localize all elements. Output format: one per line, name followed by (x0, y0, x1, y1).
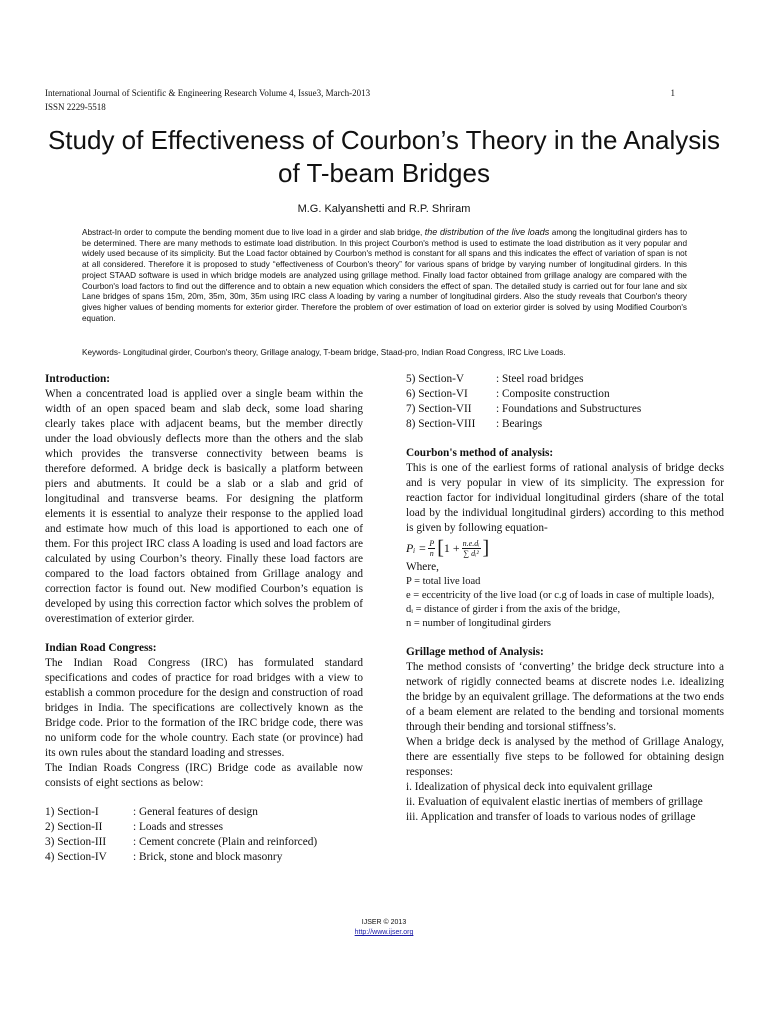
issn: ISSN 2229-5518 (45, 102, 106, 112)
definition-girder-count: n = number of longitudinal girders (406, 618, 552, 629)
equation-numerator: n.e.dᵢ (462, 538, 480, 548)
irc-paragraph-1: The Indian Road Congress (IRC) has formulated standard specifications and codes of practice for road bridges with a view to establish a common procedure for the design and construction of road bridges in India. The specifications are collectively known as the Bridge code. Prior to the formation of the IRC bridge code, there was no uniform code for the whole country. Each state (or province) had its own rules about the standard loading and stresses. (45, 657, 363, 759)
equation-fraction-ned (462, 539, 481, 558)
section-value: : Brick, stone and block masonry (133, 851, 283, 863)
abstract-part1: Abstract-In order to compute the bending moment due to live load in a girder and slab bridge, (82, 228, 425, 237)
grillage-step: ii. Evaluation of equivalent elastic inertias of members of grillage (406, 796, 703, 808)
section-value: : Loads and stresses (133, 821, 224, 833)
section-list-item (45, 820, 363, 835)
section-list-item (406, 372, 724, 387)
paper-title: Study of Effectiveness of Courbon’s Theory in the Analysis of T-beam Bridges (47, 125, 721, 188)
section-value: : Foundations and Substructures (496, 403, 642, 415)
page-footer (0, 918, 768, 938)
authors: M.G. Kalyanshetti and R.P. Shriram (297, 203, 471, 215)
equation-lhs: Pᵢ = (406, 540, 427, 555)
grillage-step: i. Idealization of physical deck into equivalent grillage (406, 781, 653, 793)
equation-bracket-open: [ (437, 537, 444, 559)
irc-heading: Indian Road Congress: (45, 642, 157, 654)
grillage-heading: Grillage method of Analysis: (406, 646, 544, 658)
equation-fraction-p-over-n (428, 539, 435, 558)
irc-paragraph-2: The Indian Roads Congress (IRC) Bridge code as available now consists of eight sections as below: (45, 762, 363, 789)
equation-one-plus: 1 + (443, 540, 460, 555)
section-list-item (406, 417, 724, 432)
courbon-equation (406, 538, 724, 558)
definition-distance: dᵢ = distance of girder i from the axis of the bridge, (406, 604, 621, 615)
courbon-paragraph: This is one of the earliest forms of rational analysis of bridge decks and is very popular in view of its simplicity. The expression for reaction factor for individual longitudinal girders (share of the total load by the individual longitudinal girders) according to this method is given by following equation- (406, 462, 724, 534)
equation-bracket-close: ] (482, 537, 490, 559)
section-key: 8) Section-VIII (406, 418, 476, 430)
section-value: : Composite construction (496, 388, 610, 400)
section-value: : Cement concrete (Plain and reinforced) (133, 836, 318, 848)
section-value: : Bearings (496, 418, 543, 430)
section-key: 2) Section-II (45, 821, 103, 833)
section-key: 4) Section-IV (45, 851, 107, 863)
page-number: 1 (670, 88, 675, 98)
abstract-part2: among the longitudinal girders has to be determined. There are many methods to estimate load distribution. In this project Courbon's method is used to estimate the load distribution as it very popular and widely used because of its simplicity. But the Load factor obtained by Courbon's method is constant for all spans and this indicates the effect of variation of span is not at all considered. Therefore it is proposed to study “effectiveness of Courbon's theory” for various spans of bridge by varying number of longitudinal girders. In this project STAAD software is used in which bridge models are analyzed using grillage method. Finally load factor obtained from grillage analogy are compared with the Courbon's load factors to find out the difference and to obtain a new equation which considers the effect of span. The detailed study is carried out for four lane and six Lane bridges of spans 15m, 20m, 35m, 30m, 35m using IRC class A loading by varing a number of longitudinal girders. Also the study reveals that Courbon's theory gives higher values of bending moments for exterior girder. Therefore the problem of over estimation of load on exterior girder is solved by using Modified Courbon's equation. (82, 228, 688, 323)
section-list-item (406, 387, 724, 402)
footer-url-link[interactable]: http://www.ijser.org (354, 929, 414, 936)
footer-copyright: IJSER © 2013 (361, 919, 407, 926)
section-list-item (45, 835, 363, 850)
left-column (45, 372, 363, 865)
definition-eccentricity: e = eccentricity of the live load (or c.g of loads in case of multiple loads), (406, 590, 715, 601)
section-list-item (45, 805, 363, 820)
grillage-paragraph-1: The method consists of ‘converting’ the bridge deck structure into a network of rigidly connected beams at discrete nodes i.e. idealizing the bridge by an equivalent grillage. The deformations at the two ends of a beam element are related to the bending and torsional moments through their bending and torsional stiffness’s. (406, 661, 724, 733)
section-key: 5) Section-V (406, 373, 465, 385)
grillage-paragraph-2: When a bridge deck is analysed by the method of Grillage Analogy, there are essentially five steps to be followed for obtaining design responses: (406, 736, 724, 778)
where-label: Where, (406, 561, 439, 573)
section-list-item (406, 402, 724, 417)
abstract (82, 227, 687, 324)
section-key: 1) Section-I (45, 806, 99, 818)
section-key: 3) Section-III (45, 836, 107, 848)
courbon-heading: Courbon's method of analysis: (406, 447, 554, 459)
abstract-italic: the distribution of the live loads (424, 227, 550, 237)
equation-denominator: ∑ dᵢ² (463, 548, 479, 558)
equation-numerator: P (429, 538, 435, 548)
section-key: 7) Section-VII (406, 403, 472, 415)
section-list-item (45, 850, 363, 865)
equation-denominator: n (429, 548, 434, 558)
journal-header (45, 86, 675, 114)
journal-citation: International Journal of Scientific & Engineering Research Volume 4, Issue3, March-2013 (45, 88, 371, 98)
section-value: : General features of design (133, 806, 258, 818)
intro-heading: Introduction: (45, 373, 111, 385)
grillage-step: iii. Application and transfer of loads to various nodes of grillage (406, 811, 696, 823)
right-column (406, 372, 724, 825)
definition-total-load: P = total live load (406, 576, 481, 587)
section-key: 6) Section-VI (406, 388, 468, 400)
section-value: : Steel road bridges (496, 373, 584, 385)
keywords: Keywords- Longitudinal girder, Courbon's theory, Grillage analogy, T-beam bridge, Staad-pro, Indian Road Congress, IRC Live Loads. (82, 348, 566, 357)
intro-paragraph: When a concentrated load is applied over a single beam within the width of an open spaced beam and slab deck, some load sharing clearly takes place with adjacent beams, but the member directly under the load obviously deflects more than the others and the slab which provides the transverse connectivity between beams is therefore deformed. A bridge deck is basically a platform between piers and abutments. It could be a slab or a slab and grid of longitudinal and transverse beams. For designing the platform elements it is essential to analyze their response to the applied load and estimate how much of this load is apportioned to each one of them. For this project IRC class A loading is used and load factors are calculated by using Courbon’s theory. Finally these load factors are compared to the load factors obtained from Grillage analogy and correction factor is found out. New modified Courbon’s equation is developed by using this correction factor which solves the problem of overestimation of exterior girder. (45, 388, 363, 625)
